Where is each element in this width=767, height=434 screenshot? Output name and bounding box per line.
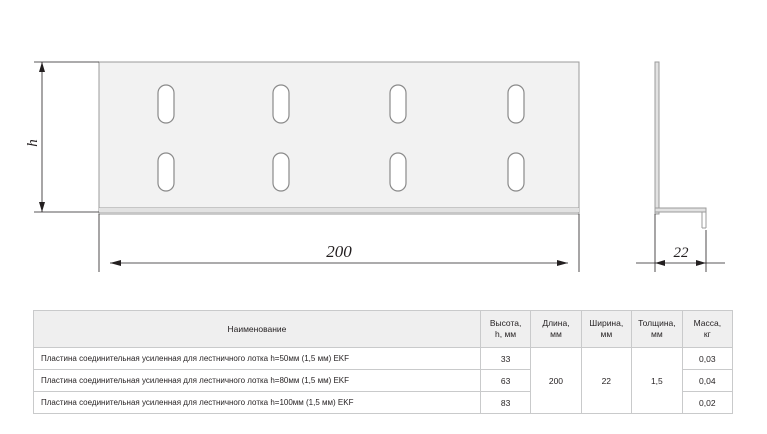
column-header-length-line1: Длина, — [542, 318, 570, 329]
cell-mass: 0,04 — [682, 370, 732, 392]
height-dimension — [25, 62, 99, 212]
cell-name: Пластина соединительная усиленная для лестничного лотка h=50мм (1,5 мм) EKF — [34, 348, 481, 370]
specification-table — [33, 310, 733, 414]
table-header — [34, 311, 733, 348]
column-header-name — [34, 311, 481, 348]
cell-height: 83 — [480, 392, 530, 414]
table-header-row — [34, 311, 733, 348]
column-header-width — [581, 311, 631, 348]
front-view — [99, 62, 579, 214]
cell-width: 22 — [581, 348, 631, 414]
height-dimension-label: h — [25, 139, 41, 147]
length-dimension — [99, 214, 579, 272]
width-dimension — [636, 214, 725, 272]
column-header-thickness-line1: Толщина, — [638, 318, 676, 329]
column-header-name-line1: Наименование — [227, 323, 287, 334]
column-header-mass — [682, 311, 732, 348]
cell-mass: 0,03 — [682, 348, 732, 370]
length-dimension-label: 200 — [326, 242, 352, 261]
cell-height: 33 — [480, 348, 530, 370]
column-header-height-line1: Высота, — [489, 318, 522, 329]
column-header-height — [480, 311, 530, 348]
column-header-length-line2: мм — [550, 329, 562, 339]
table-body — [34, 348, 733, 414]
side-view — [655, 62, 706, 228]
column-header-length — [531, 311, 581, 348]
cell-length: 200 — [531, 348, 581, 414]
width-dimension-label: 22 — [673, 245, 689, 261]
column-header-mass-line2: кг — [703, 329, 711, 339]
column-header-mass-line1: Масса, — [693, 318, 722, 329]
column-header-thickness — [632, 311, 683, 348]
table-row — [34, 348, 733, 370]
column-header-width-line1: Ширина, — [589, 318, 624, 329]
cell-thickness: 1,5 — [632, 348, 683, 414]
column-header-thickness-line2: мм — [651, 329, 663, 339]
column-header-height-line2: h, мм — [495, 329, 517, 339]
cell-name: Пластина соединительная усиленная для лестничного лотка h=100мм (1,5 мм) EKF — [34, 392, 481, 414]
cell-mass: 0,02 — [682, 392, 732, 414]
cell-name: Пластина соединительная усиленная для лестничного лотка h=80мм (1,5 мм) EKF — [34, 370, 481, 392]
column-header-width-line2: мм — [600, 329, 613, 339]
cell-height: 63 — [480, 370, 530, 392]
